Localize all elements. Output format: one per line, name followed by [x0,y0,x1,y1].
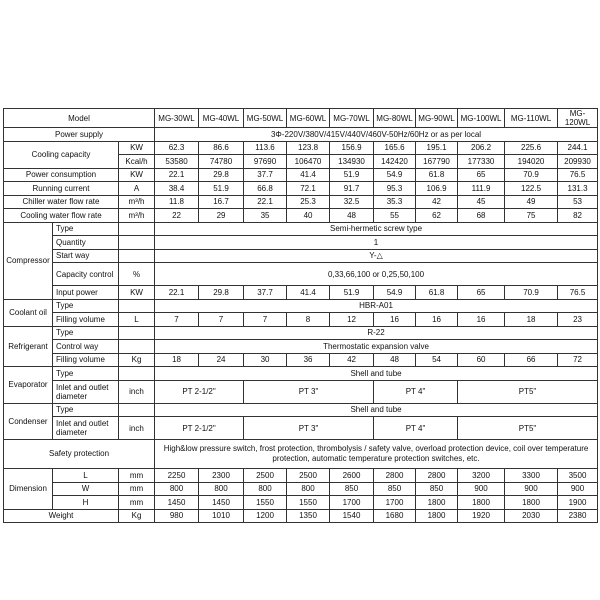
value-cell: 68 [458,209,505,223]
dimension-w-row [4,482,598,496]
weight-label: Weight [4,509,119,523]
value-cell: 244.1 [558,141,598,155]
row-sublabel: Control way [53,340,119,354]
dimension-h-row [4,496,598,510]
safety-label: Safety protection [4,440,155,469]
coolant-oil-fill-row [4,313,598,327]
value-cell: 123.8 [287,141,330,155]
value-cell: 2600 [330,469,374,483]
value-cell: 35 [244,209,287,223]
value-cell: 65 [458,168,505,182]
unit-cell: L [119,313,155,327]
value-cell: 42 [416,195,458,209]
value-cell: 74780 [199,155,244,169]
value-cell: 1450 [199,496,244,510]
value-cell: 1800 [458,496,505,510]
value-cell: 131.3 [558,182,598,196]
value-cell: 900 [458,482,505,496]
value-cell: 900 [558,482,598,496]
value-cell: 850 [416,482,458,496]
value-cell: 7 [244,313,287,327]
condenser-type-row [4,403,598,417]
model-cell: MG-90WL [416,109,458,128]
model-cell: MG-40WL [199,109,244,128]
value-cell: 194020 [505,155,558,169]
value-cell: 800 [199,482,244,496]
value-cell: 850 [374,482,416,496]
value-cell: 53 [558,195,598,209]
model-cell: MG-70WL [330,109,374,128]
unit-cell: m³/h [119,209,155,223]
value-cell: 32.5 [330,195,374,209]
row-sublabel: Filling volume [53,313,119,327]
unit-cell: Kcal/h [119,155,155,169]
value-cell: 111.9 [458,182,505,196]
value-cell: 2800 [416,469,458,483]
value-cell: 156.9 [330,141,374,155]
value-cell: 97690 [244,155,287,169]
evaporator-type-value: Shell and tube [155,367,598,381]
value-cell: 62 [416,209,458,223]
compressor-input-row [4,286,598,300]
value-cell: 2030 [505,509,558,523]
safety-row [4,440,598,469]
unit-cell: Kg [119,509,155,523]
refrigerant-type-row [4,326,598,340]
unit-cell: inch [119,417,155,440]
row-sublabel: Input power [53,286,119,300]
value-cell: 29.8 [199,168,244,182]
value-cell: 850 [330,482,374,496]
model-cell: MG-60WL [287,109,330,128]
spec-table [3,108,598,523]
row-sublabel: Type [53,403,119,417]
unit-cell: mm [119,496,155,510]
compressor-type-value: Semi-hermetic screw type [155,222,598,236]
value-cell: 900 [505,482,558,496]
coolant-oil-type-row [4,299,598,313]
value-cell: 1550 [287,496,330,510]
value-cell: 209930 [558,155,598,169]
value-cell: 91.7 [330,182,374,196]
value-cell: 45 [458,195,505,209]
running-current-label: Running current [4,182,119,196]
unit-cell: A [119,182,155,196]
value-cell: 42 [330,353,374,367]
value-cell: 800 [155,482,199,496]
unit-cell: mm [119,482,155,496]
value-cell: 1900 [558,496,598,510]
value-cell: 1920 [458,509,505,523]
evaporator-label: Evaporator [4,367,53,404]
value-cell: 36 [287,353,330,367]
value-cell: 106.9 [416,182,458,196]
row-sublabel: H [53,496,119,510]
value-cell: 16.7 [199,195,244,209]
row-sublabel: Type [53,367,119,381]
power-supply-label: Power supply [4,128,155,142]
value-cell: 16 [374,313,416,327]
value-cell: 7 [155,313,199,327]
model-cell: MG-120WL [558,109,598,128]
value-cell: 1010 [199,509,244,523]
cooling-flow-row [4,209,598,223]
value-cell: 25.3 [287,195,330,209]
coolant-oil-label: Coolant oil [4,299,53,326]
power-supply-row [4,128,598,142]
row-sublabel: Filling volume [53,353,119,367]
value-cell: 1550 [244,496,287,510]
value-cell: 62.3 [155,141,199,155]
weight-row [4,509,598,523]
value-cell: 70.9 [505,286,558,300]
condenser-label: Condenser [4,403,53,440]
refrigerant-control-value: Thermostatic expansion valve [155,340,598,354]
pipe-size-cell: PT5" [458,417,598,440]
value-cell: 22.1 [244,195,287,209]
value-cell: 51.9 [199,182,244,196]
pipe-size-cell: PT 3" [244,417,374,440]
value-cell: 66 [505,353,558,367]
safety-value: High&low pressure switch, frost protection, thrombolysis / safety valve, overload protection device, coil over temperature protection, automatic temperature protection switches, etc. [155,440,598,469]
value-cell: 48 [374,353,416,367]
value-cell: 24 [199,353,244,367]
value-cell: 35.3 [374,195,416,209]
pipe-size-cell: PT 2-1/2" [155,380,244,403]
value-cell: 70.9 [505,168,558,182]
cooling-flow-label: Cooling water flow rate [4,209,119,223]
value-cell: 38.4 [155,182,199,196]
evaporator-pipe-row [4,380,598,403]
value-cell: 41.4 [287,286,330,300]
unit-cell: Kg [119,353,155,367]
model-row [4,109,598,128]
compressor-start-row [4,249,598,263]
compressor-label: Compressor [4,222,53,299]
value-cell: 1800 [505,496,558,510]
value-cell: 1680 [374,509,416,523]
compressor-quantity-value: 1 [155,236,598,250]
value-cell: 61.8 [416,286,458,300]
value-cell: 82 [558,209,598,223]
value-cell: 95.3 [374,182,416,196]
value-cell: 54.9 [374,286,416,300]
value-cell: 3500 [558,469,598,483]
pipe-size-cell: PT5" [458,380,598,403]
value-cell: 16 [416,313,458,327]
value-cell: 22.1 [155,168,199,182]
condenser-type-value: Shell and tube [155,403,598,417]
value-cell: 12 [330,313,374,327]
value-cell: 72 [558,353,598,367]
value-cell: 122.5 [505,182,558,196]
value-cell: 51.9 [330,286,374,300]
value-cell: 134930 [330,155,374,169]
value-cell: 29.8 [199,286,244,300]
power-consumption-label: Power consumption [4,168,119,182]
value-cell: 1200 [244,509,287,523]
value-cell: 1700 [330,496,374,510]
unit-cell: mm [119,469,155,483]
value-cell: 142420 [374,155,416,169]
value-cell: 2500 [287,469,330,483]
value-cell: 225.6 [505,141,558,155]
value-cell: 22 [155,209,199,223]
value-cell: 3300 [505,469,558,483]
chiller-flow-label: Chiller water flow rate [4,195,119,209]
row-sublabel: Capacity control [53,263,119,286]
value-cell: 48 [330,209,374,223]
unit-cell: % [119,263,155,286]
value-cell: 41.4 [287,168,330,182]
value-cell: 75 [505,209,558,223]
row-sublabel: Type [53,326,119,340]
power-supply-value: 3Φ-220V/380V/415V/440V/460V-50Hz/60Hz or as per local [155,128,598,142]
value-cell: 54 [416,353,458,367]
model-cell: MG-100WL [458,109,505,128]
value-cell: 177330 [458,155,505,169]
value-cell: 72.1 [287,182,330,196]
value-cell: 195.1 [416,141,458,155]
unit-cell: KW [119,286,155,300]
cooling-capacity-label: Cooling capacity [4,141,119,168]
value-cell: 23 [558,313,598,327]
refrigerant-label: Refrigerant [4,326,53,367]
value-cell: 49 [505,195,558,209]
unit-cell: KW [119,168,155,182]
unit-cell: inch [119,380,155,403]
row-sublabel: Type [53,222,119,236]
value-cell: 37.7 [244,286,287,300]
compressor-type-row [4,222,598,236]
value-cell: 2500 [244,469,287,483]
compressor-capacity-value: 0,33,66,100 or 0,25,50,100 [155,263,598,286]
power-consumption-row [4,168,598,182]
dimension-l-row [4,469,598,483]
value-cell: 61.8 [416,168,458,182]
dimension-label: Dimension [4,469,53,510]
value-cell: 106470 [287,155,330,169]
pipe-size-cell: PT 3" [244,380,374,403]
value-cell: 2380 [558,509,598,523]
value-cell: 1350 [287,509,330,523]
value-cell: 16 [458,313,505,327]
value-cell: 55 [374,209,416,223]
value-cell: 86.6 [199,141,244,155]
value-cell: 206.2 [458,141,505,155]
value-cell: 3200 [458,469,505,483]
row-sublabel: W [53,482,119,496]
pipe-size-cell: PT 4" [374,417,458,440]
row-sublabel: Start way [53,249,119,263]
value-cell: 29 [199,209,244,223]
value-cell: 76.5 [558,286,598,300]
value-cell: 7 [199,313,244,327]
chiller-flow-row [4,195,598,209]
value-cell: 65 [458,286,505,300]
value-cell: 800 [287,482,330,496]
model-header: Model [4,109,155,128]
model-cell: MG-80WL [374,109,416,128]
value-cell: 8 [287,313,330,327]
value-cell: 165.6 [374,141,416,155]
cooling-capacity-kw-row [4,141,598,155]
value-cell: 1800 [416,509,458,523]
value-cell: 1450 [155,496,199,510]
running-current-row [4,182,598,196]
evaporator-type-row [4,367,598,381]
unit-cell: KW [119,141,155,155]
value-cell: 37.7 [244,168,287,182]
value-cell: 54.9 [374,168,416,182]
value-cell: 53580 [155,155,199,169]
value-cell: 60 [458,353,505,367]
value-cell: 40 [287,209,330,223]
refrigerant-fill-row [4,353,598,367]
value-cell: 76.5 [558,168,598,182]
value-cell: 66.8 [244,182,287,196]
value-cell: 18 [155,353,199,367]
pipe-size-cell: PT 2-1/2" [155,417,244,440]
value-cell: 2800 [374,469,416,483]
value-cell: 22.1 [155,286,199,300]
model-cell: MG-30WL [155,109,199,128]
unit-cell: m³/h [119,195,155,209]
row-sublabel: Inlet and outlet diameter [53,417,119,440]
value-cell: 18 [505,313,558,327]
value-cell: 1800 [416,496,458,510]
refrigerant-control-row [4,340,598,354]
pipe-size-cell: PT 4" [374,380,458,403]
row-sublabel: L [53,469,119,483]
value-cell: 51.9 [330,168,374,182]
value-cell: 167790 [416,155,458,169]
compressor-capacity-row [4,263,598,286]
condenser-pipe-row [4,417,598,440]
row-sublabel: Type [53,299,119,313]
value-cell: 800 [244,482,287,496]
model-cell: MG-50WL [244,109,287,128]
value-cell: 1700 [374,496,416,510]
row-sublabel: Quantity [53,236,119,250]
model-cell: MG-110WL [505,109,558,128]
value-cell: 980 [155,509,199,523]
value-cell: 30 [244,353,287,367]
value-cell: 2250 [155,469,199,483]
compressor-quantity-row [4,236,598,250]
value-cell: 1540 [330,509,374,523]
compressor-start-value: Y-△ [155,249,598,263]
value-cell: 11.8 [155,195,199,209]
row-sublabel: Inlet and outlet diameter [53,380,119,403]
value-cell: 2300 [199,469,244,483]
coolant-oil-type-value: HBR-A01 [155,299,598,313]
refrigerant-type-value: R-22 [155,326,598,340]
value-cell: 113.6 [244,141,287,155]
